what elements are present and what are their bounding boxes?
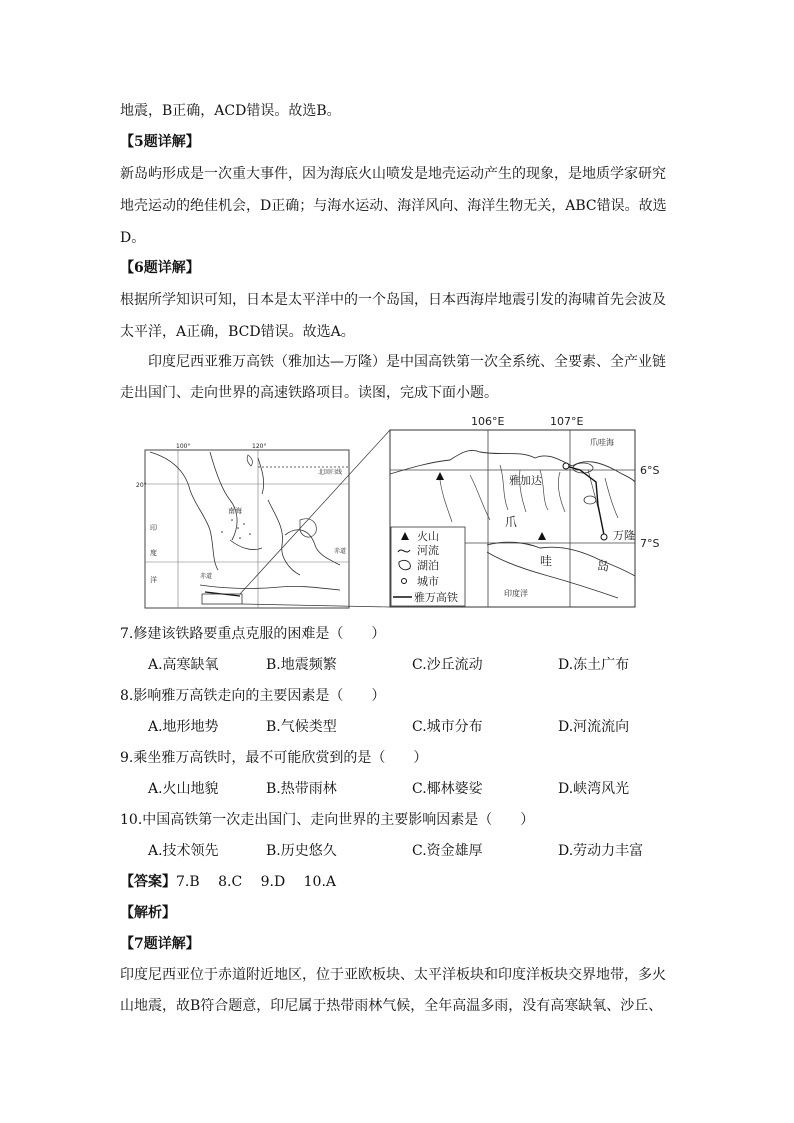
question-option: C.沙丘流动 bbox=[412, 657, 483, 673]
ocean-label: 度 bbox=[150, 549, 157, 557]
text-line: 根据所学知识可知，日本是太平洋中的一个岛国，日本西海岸地震引发的海啸首先会波及 bbox=[120, 292, 666, 308]
question-option: C.城市分布 bbox=[412, 719, 483, 735]
answer-label: 【答案】 bbox=[120, 874, 176, 890]
answer-values: 7.B 8.C 9.D 10.A bbox=[176, 874, 337, 890]
question-stem: 10.中国高铁第一次走出国门、走向世界的主要影响因素是（ ） bbox=[120, 812, 535, 828]
legend-label: 火山 bbox=[417, 530, 439, 543]
question-stem: 8.影响雅万高铁走向的主要因素是（ ） bbox=[120, 688, 386, 704]
legend-label: 城市 bbox=[417, 575, 439, 588]
legend-label: 湖泊 bbox=[417, 559, 439, 572]
section-heading-7: 【7题详解】 bbox=[120, 936, 200, 952]
equator-label: 赤道 bbox=[200, 573, 213, 580]
southeast-asia-map bbox=[136, 430, 390, 608]
question-option: C.资金雄厚 bbox=[412, 843, 483, 859]
ocean-label: 印度洋 bbox=[504, 589, 528, 598]
text-line: 印度尼西亚位于赤道附近地区，位于亚欧板块、太平洋板块和印度洋板块交界地带，多火 bbox=[120, 967, 666, 983]
intro-line: 走出国门、走向世界的高速铁路项目。读图，完成下面小题。 bbox=[120, 385, 498, 401]
text-line: 地壳运动的绝佳机会，D正确；与海水运动、海洋风向、海洋生物无关，ABC错误。故选 bbox=[120, 198, 667, 214]
question-option: A.火山地貌 bbox=[148, 781, 219, 797]
lat-label: 6°S bbox=[640, 464, 660, 477]
city-icon bbox=[402, 579, 407, 584]
answer-line bbox=[120, 872, 336, 892]
question-option: D.峡湾风光 bbox=[558, 781, 630, 797]
analysis-label: 【解析】 bbox=[120, 905, 176, 921]
sea-label: 爪哇海 bbox=[590, 438, 614, 447]
question-option: A.地形地势 bbox=[148, 719, 219, 735]
equator-label: 赤道 bbox=[334, 548, 347, 555]
question-option: B.气候类型 bbox=[266, 719, 337, 735]
question-option: A.技术领先 bbox=[148, 843, 219, 859]
java-inset-map bbox=[390, 415, 659, 607]
text-line: D。 bbox=[120, 230, 146, 246]
lon-label: 106°E bbox=[471, 415, 505, 428]
island-label: 岛 bbox=[597, 559, 610, 573]
lon-label: 100° bbox=[176, 443, 191, 450]
city-label-jakarta: 雅加达 bbox=[509, 474, 542, 487]
question-option: D.冻土广布 bbox=[558, 657, 630, 673]
question-stem: 9.乘坐雅万高铁时，最不可能欣赏到的是（ ） bbox=[120, 750, 428, 766]
legend-label: 河流 bbox=[417, 544, 439, 557]
section-heading-5: 【5题详解】 bbox=[120, 134, 200, 150]
section-heading-6: 【6题详解】 bbox=[120, 260, 200, 276]
question-option: B.历史悠久 bbox=[266, 843, 337, 859]
lat-label: 20° bbox=[136, 482, 147, 489]
text-line: 地震，B正确，ACD错误。故选B。 bbox=[120, 103, 341, 119]
city-label-bandung: 万隆 bbox=[613, 529, 635, 542]
intro-line: 印度尼西亚雅万高铁（雅加达—万隆）是中国高铁第一次全系统、全要素、全产业链 bbox=[148, 354, 666, 370]
question-option: D.河流流向 bbox=[558, 719, 630, 735]
island-label: 爪 bbox=[505, 515, 518, 529]
lon-label: 107°E bbox=[550, 415, 584, 428]
text-line: 太平洋，A正确，BCD错误。故选A。 bbox=[120, 324, 355, 340]
text-line: 新岛屿形成是一次重大事件，因为海底火山喷发是地壳运动产生的现象，是地质学家研究 bbox=[120, 166, 666, 182]
tropic-label: 北回归线 bbox=[318, 469, 343, 476]
text-line: 山地震，故B符合题意，印尼属于热带雨林气候，全年高温多雨，没有高寒缺氧、沙丘、 bbox=[120, 998, 663, 1014]
map-legend bbox=[391, 527, 465, 606]
sea-label: 南海 bbox=[228, 507, 242, 515]
question-option: B.热带雨林 bbox=[266, 781, 337, 797]
question-option: A.高寒缺氧 bbox=[148, 657, 219, 673]
island-label: 哇 bbox=[540, 554, 553, 568]
question-option: C.椰林婆娑 bbox=[412, 781, 483, 797]
ocean-label: 印 bbox=[150, 524, 157, 532]
question-option: D.劳动力丰富 bbox=[558, 843, 644, 859]
lat-label: 7°S bbox=[640, 537, 660, 550]
question-stem: 7.修建该铁路要重点克服的困难是（ ） bbox=[120, 626, 386, 642]
legend-label: 雅万高铁 bbox=[414, 591, 458, 604]
ocean-label: 洋 bbox=[150, 576, 157, 584]
question-option: B.地震频繁 bbox=[266, 657, 337, 673]
lon-label: 120° bbox=[252, 443, 267, 450]
